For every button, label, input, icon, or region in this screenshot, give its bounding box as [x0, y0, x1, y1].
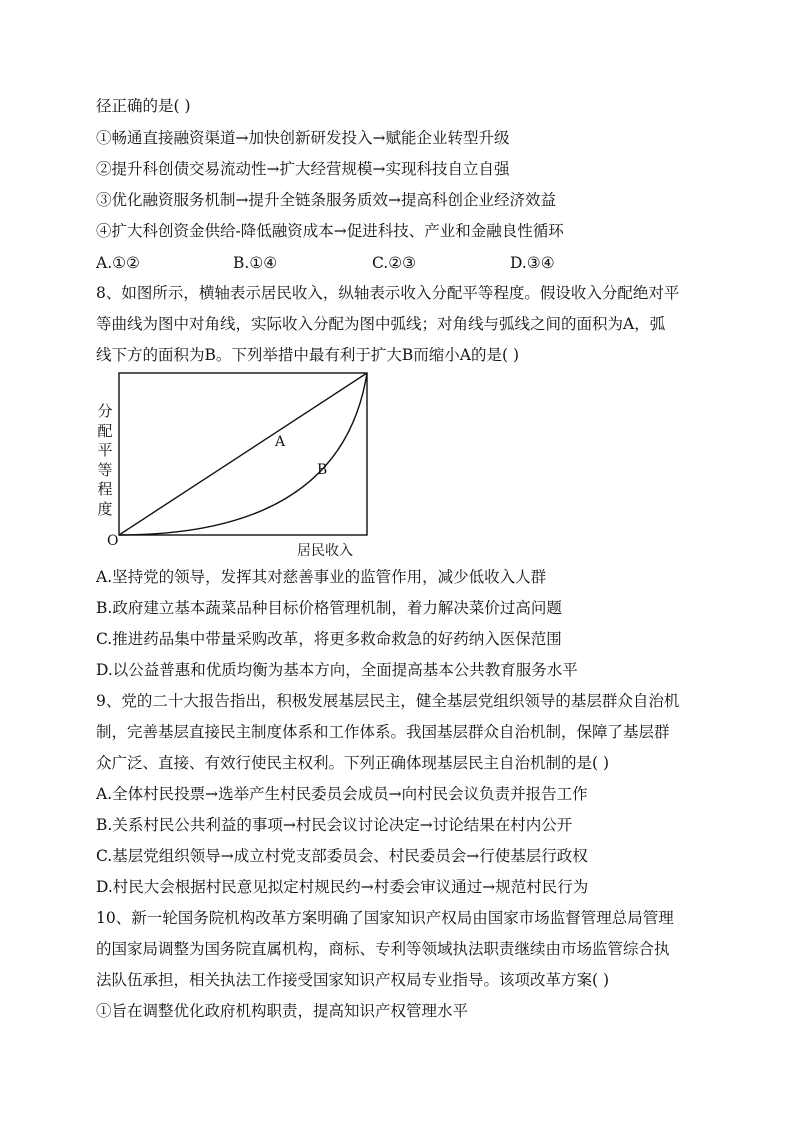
q9-stem-line-3: 众广泛、直接、有效行使民主权利。下列正确体现基层民主自治机制的是( ) — [96, 754, 610, 772]
q8-option-a[interactable]: A.坚持党的领导，发挥其对慈善事业的监管作用，减少低收入人群 — [96, 568, 547, 586]
q8-stem-line-1: 8、如图所示，横轴表示居民收入，纵轴表示收入分配平等程度。假设收入分配绝对平 — [96, 284, 680, 302]
q8-stem-line-3: 线下方的面积为B。下列举措中最有利于扩大B而缩小A的是( ) — [96, 346, 519, 364]
q9-option-a[interactable]: A.全体村民投票→选举产生村民委员会成员→向村民会议负责并报告工作 — [96, 785, 588, 803]
q9-option-d[interactable]: D.村民大会根据村民意见拟定村规民约→村委会审议通过→规范村民行为 — [96, 878, 589, 896]
q10-stem-line-1: 10、新一轮国务院机构改革方案明确了国家知识产权局由国家市场监督管理总局管理 — [96, 909, 674, 927]
q10-stem-line-2: 的国家局调整为国务院直属机构，商标、专利等领域执法职责继续由市场监管综合执 — [96, 940, 670, 958]
q7-stem-tail: 径正确的是( ) — [96, 97, 191, 115]
q9-option-b[interactable]: B.关系村民公共利益的事项→村民会议讨论决定→讨论结果在村内公开 — [96, 816, 573, 834]
q7-option-d[interactable]: D.③④ — [510, 254, 555, 272]
q7-option-b[interactable]: B.①④ — [233, 254, 278, 272]
q10-item-1: ①旨在调整优化政府机构职责，提高知识产权管理水平 — [96, 1002, 469, 1020]
x-axis-label: 居民收入 — [297, 543, 353, 559]
q7-item-1: ①畅通直接融资渠道→加快创新研发投入→赋能企业转型升级 — [96, 129, 510, 147]
q9-stem-line-1: 9、党的二十大报告指出，积极发展基层民主，健全基层党组织领导的基层群众自治机 — [96, 692, 680, 710]
q7-item-4: ④扩大科创资金供给-降低融资成本→促进科技、产业和金融良性循环 — [96, 222, 564, 240]
figure-graphic — [92, 368, 372, 564]
origin-label: O — [107, 533, 119, 549]
q8-option-c[interactable]: C.推进药品集中带量采购改革，将更多救命救急的好药纳入医保范围 — [96, 630, 562, 648]
q8-option-d[interactable]: D.以公益普惠和优质均衡为基本方向，全面提高基本公共教育服务水平 — [96, 661, 578, 679]
y-axis-label: 分配平等程度 — [97, 402, 113, 518]
q9-option-c[interactable]: C.基层党组织领导→成立村党支部委员会、村民委员会→行使基层行政权 — [96, 847, 588, 865]
q7-item-2: ②提升科创债交易流动性→扩大经营规模→实现科技自立自强 — [96, 160, 510, 178]
q10-stem-line-3: 法队伍承担，相关执法工作接受国家知识产权局专业指导。该项改革方案( ) — [96, 971, 610, 989]
equality-diagonal — [119, 373, 367, 535]
q7-item-3: ③优化融资服务机制→提升全链条服务质效→提高科创企业经济效益 — [96, 191, 556, 209]
income-distribution-figure — [92, 368, 372, 564]
q7-option-a[interactable]: A.①② — [96, 254, 140, 272]
q8-option-b[interactable]: B.政府建立基本蔬菜品种目标价格管理机制，着力解决菜价过高问题 — [96, 599, 562, 617]
q9-stem-line-2: 制，完善基层直接民主制度体系和工作体系。我国基层群众自治机制，保障了基层群 — [96, 723, 670, 741]
q7-option-c[interactable]: C.②③ — [372, 254, 417, 272]
area-b-label: B — [317, 462, 328, 478]
q8-stem-line-2: 等曲线为图中对角线，实际收入分配为图中弧线；对角线与弧线之间的面积为A，弧 — [96, 315, 666, 333]
area-a-label: A — [275, 434, 286, 450]
